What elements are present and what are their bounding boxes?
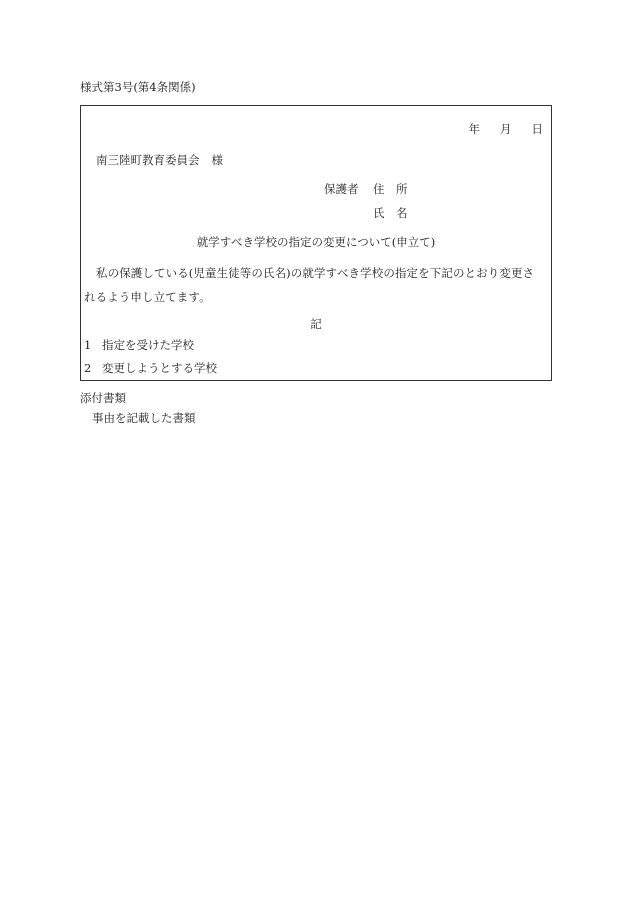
addressee	[96, 155, 223, 167]
item-number: 2	[84, 361, 92, 375]
document-title: 就学すべき学校の指定の変更について(申立て)	[196, 235, 436, 249]
guardian-name-label: 氏 名	[373, 206, 408, 220]
item-number: 1	[84, 338, 92, 352]
addressee-name: 南三陸町教育委員会	[96, 153, 200, 167]
day-label: 日	[531, 122, 543, 136]
guardian-title: 保護者	[324, 182, 359, 196]
ki-label: 記	[310, 317, 322, 331]
guardian-address-label: 住 所	[373, 182, 408, 196]
item-label: 変更しようとする学校	[102, 361, 217, 375]
addressee-honorific: 様	[211, 153, 223, 167]
list-item	[84, 340, 194, 352]
form-box	[80, 105, 552, 381]
body-text-line-2: れるよう申し立てます。	[84, 290, 211, 304]
item-label: 指定を受けた学校	[102, 338, 194, 352]
attachments-heading: 添付書類	[80, 391, 126, 405]
form-number: 様式第3号(第4条関係)	[80, 80, 196, 94]
month-label: 月	[500, 122, 512, 136]
list-item	[84, 363, 217, 375]
attachments-item: 事由を記載した書類	[92, 411, 196, 425]
year-label: 年	[468, 122, 480, 136]
body-text-line-1: 私の保護している(児童生徒等の氏名)の就学すべき学校の指定を下記のとおり変更さ	[96, 266, 535, 280]
date-line	[469, 124, 544, 136]
